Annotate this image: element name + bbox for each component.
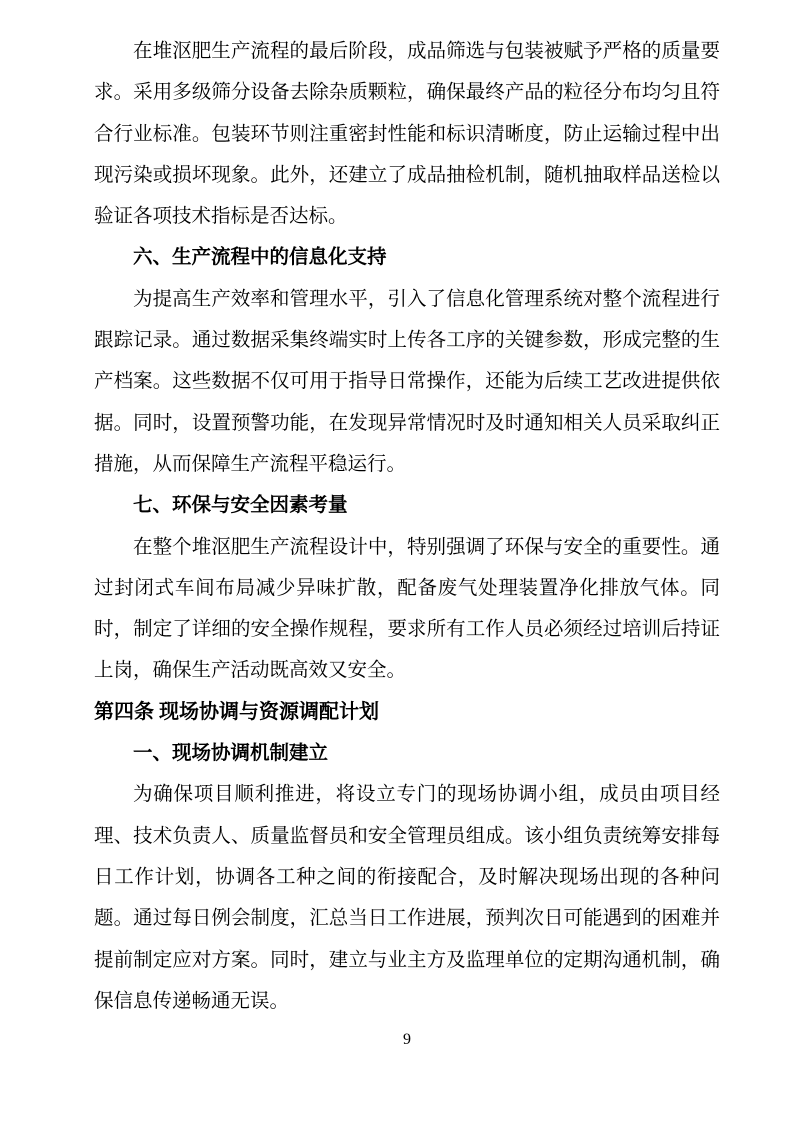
body-paragraph-informatization: 为提高生产效率和管理水平，引入了信息化管理系统对整个流程进行跟踪记录。通过数据采集终端实时上传各工序的关键参数，形成完整的生产档案。这些数据不仅可用于指导日常操作，还能为后续工艺改进提供依据。同时，设置预警功能，在发现异常情况时及时通知相关人员采取纠正措施，从而保障生产流程平稳运行。 — [94, 288, 720, 475]
section-heading-article-four: 第四条 现场协调与资源调配计划 — [94, 700, 379, 723]
sub-heading-one-site-coordination: 一、现场协调机制建立 — [133, 743, 329, 765]
body-paragraph-site-coordination: 为确保项目顺利推进，将设立专门的现场协调小组，成员由项目经理、技术负责人、质量监督员和安全管理员组成。该小组负责统筹安排每日工作计划，协调各工种之间的衔接配合，及时解决现场出现的各种问题。通过每日例会制度，汇总当日工作进展，预判次日可能遇到的困难并提前制定应对方案。同时，建立与业主方及监理单位的定期沟通机制，确保信息传递畅通无误。 — [94, 784, 720, 1012]
sub-heading-six-informatization: 六、生产流程中的信息化支持 — [133, 247, 387, 269]
page-number: 9 — [403, 1031, 411, 1048]
sub-heading-seven-environment-safety: 七、环保与安全因素考量 — [133, 495, 348, 517]
body-paragraph-final-screening: 在堆沤肥生产流程的最后阶段，成品筛选与包装被赋予严格的质量要求。采用多级筛分设备去除杂质颗粒，确保最终产品的粒径分布均匀且符合行业标准。包装环节则注重密封性能和标识清晰度，防止运输过程中出现污染或损坏现象。此外，还建立了成品抽检机制，随机抽取样品送检以验证各项技术指标是否达标。 — [94, 41, 720, 228]
body-paragraph-environment-safety: 在整个堆沤肥生产流程设计中，特别强调了环保与安全的重要性。通过封闭式车间布局减少异味扩散，配备废气处理装置净化排放气体。同时，制定了详细的安全操作规程，要求所有工作人员必须经过培训后持证上岗，确保生产活动既高效又安全。 — [94, 536, 720, 682]
document-body — [94, 31, 720, 1022]
